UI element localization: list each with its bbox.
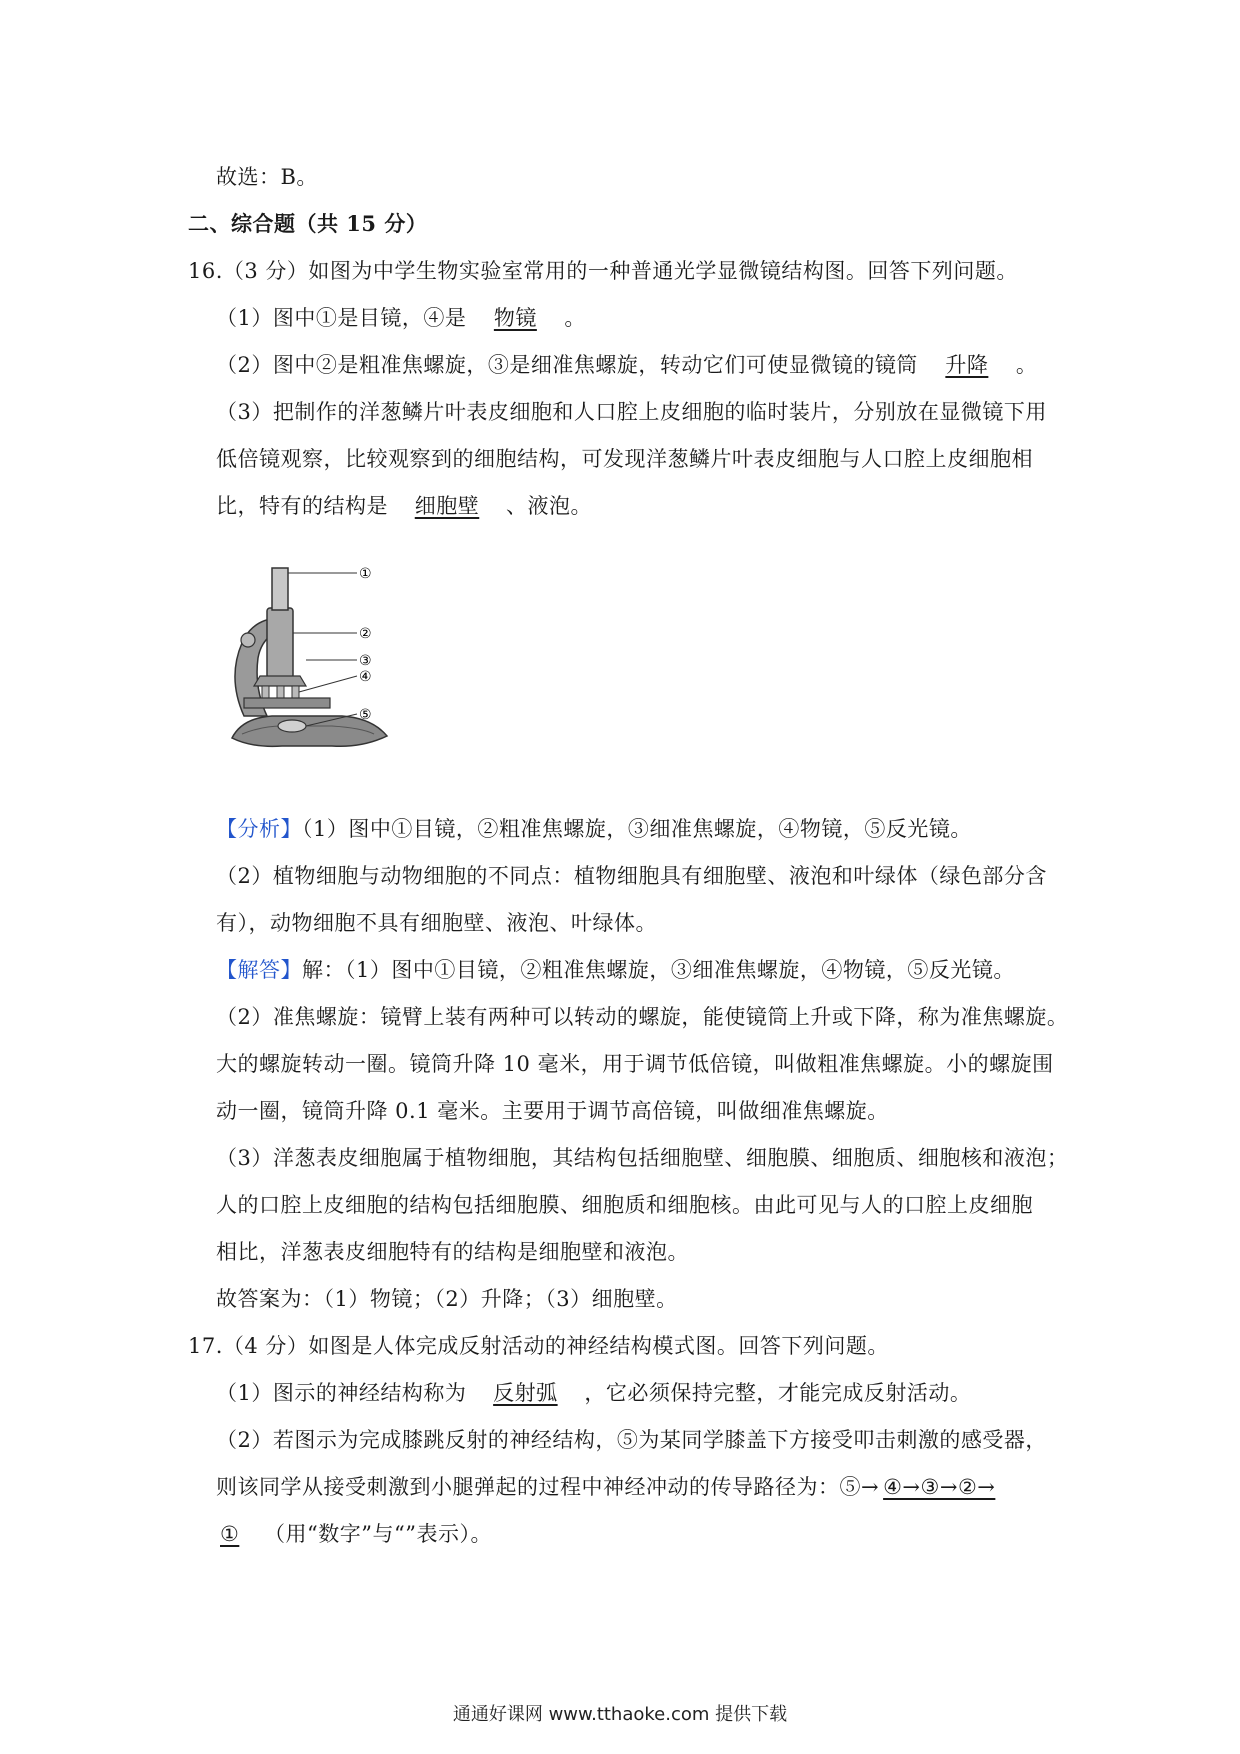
- question-16-part-1: [216, 304, 586, 332]
- figure-label-2: ②: [359, 626, 372, 642]
- final-answer-line: [216, 1285, 678, 1313]
- analysis-line-2: [216, 862, 1047, 890]
- stage-shape: [244, 698, 330, 708]
- question-16-stem: [188, 257, 1018, 285]
- eyepiece-shape: [272, 568, 288, 610]
- analysis-line-3: [216, 909, 657, 937]
- text: （2）图中②是粗准焦螺旋，③是细准焦螺旋，转动它们可使显微镜的镜筒: [216, 353, 918, 377]
- analysis-tag: 【分析】: [216, 817, 302, 841]
- coarse-knob: [241, 633, 255, 647]
- analysis-line-1: [216, 815, 972, 843]
- text: 。: [1015, 353, 1038, 377]
- solution-line-5: [216, 1144, 1068, 1172]
- solution-line-1: [216, 956, 1015, 984]
- page-footer: 通通好课网 www.tthaoke.com 提供下载: [452, 1704, 788, 1725]
- answer-blank: ①: [220, 1522, 240, 1546]
- text: ，它必须保持完整，才能完成反射活动。: [584, 1381, 972, 1405]
- text: （3）把制作的洋葱鳞片叶表皮细胞和人口腔上皮细胞的临时装片，分别放在显微镜下用: [216, 400, 1047, 424]
- text: 故选：B。: [216, 165, 318, 189]
- question-17-part-2-line-1: [216, 1426, 1047, 1454]
- text: （1）图中①是目镜，④是: [216, 306, 467, 330]
- text: 。: [564, 306, 586, 330]
- microscope-diagram: [222, 558, 402, 758]
- text: 相比，洋葱表皮细胞特有的结构是细胞壁和液泡。: [216, 1240, 689, 1264]
- question-17-part-2-line-3: [216, 1520, 492, 1548]
- tube-shape: [267, 608, 293, 678]
- text: （1）图示的神经结构称为: [216, 1381, 467, 1405]
- solution-line-2: [216, 1003, 1068, 1031]
- answer-blank: 细胞壁: [414, 494, 480, 518]
- figure-label-3: ③: [359, 653, 372, 669]
- question-16-part-3-line-2: [216, 445, 1033, 473]
- answer-blank: 物镜: [493, 306, 537, 330]
- text: （用“数字”与“”表示）。: [264, 1522, 492, 1546]
- text: 动一圈，镜筒升降 0.1 毫米。主要用于调节高倍镜，叫做细准焦螺旋。: [216, 1099, 889, 1123]
- figure-label-1: ①: [359, 566, 372, 582]
- text: 故答案为：（1）物镜；（2）升降；（3）细胞壁。: [216, 1287, 678, 1311]
- solution-line-3: [216, 1050, 1054, 1078]
- text: （2）植物细胞与动物细胞的不同点：植物细胞具有细胞壁、液泡和叶绿体（绿色部分含: [216, 864, 1047, 888]
- leader-line: [299, 676, 357, 692]
- text: 大的螺旋转动一圈。镜筒升降 10 毫米，用于调节低倍镜，叫做粗准焦螺旋。小的螺旋围: [216, 1052, 1054, 1076]
- text: 、液泡。: [506, 494, 592, 518]
- question-17-stem: [188, 1332, 889, 1360]
- text: 有），动物细胞不具有细胞壁、液泡、叶绿体。: [216, 911, 657, 935]
- text: 二、综合题（共 15 分）: [188, 211, 428, 236]
- text: （2）准焦螺旋：镜臂上装有两种可以转动的螺旋，能使镜筒上升或下降，称为准焦螺旋。: [216, 1005, 1069, 1029]
- solution-tag: 【解答】: [216, 958, 302, 982]
- answer-blank: 升降: [945, 353, 989, 377]
- text: （1）图中①目镜，②粗准焦螺旋，③细准焦螺旋，④物镜，⑤反光镜。: [302, 817, 972, 841]
- text: 解：（1）图中①目镜，②粗准焦螺旋，③细准焦螺旋，④物镜，⑤反光镜。: [302, 958, 1015, 982]
- nosepiece-shape: [254, 676, 306, 686]
- text: （3）洋葱表皮细胞属于植物细胞，其结构包括细胞壁、细胞膜、细胞质、细胞核和液泡；: [216, 1146, 1069, 1170]
- answer-blank: ④→③→②→: [883, 1475, 996, 1499]
- question-17-part-1: [216, 1379, 971, 1407]
- question-16-part-3-line-3: [216, 492, 592, 520]
- text: 低倍镜观察，比较观察到的细胞结构，可发现洋葱鳞片叶表皮细胞与人口腔上皮细胞相: [216, 447, 1033, 471]
- question-16-part-3-line-1: [216, 398, 1047, 426]
- figure-label-5: ⑤: [359, 707, 372, 723]
- section-heading: [188, 210, 427, 238]
- text: 16.（3 分）如图为中学生物实验室常用的一种普通光学显微镜结构图。回答下列问题。: [188, 259, 1018, 283]
- figure-label-4: ④: [359, 669, 372, 685]
- solution-line-7: [216, 1238, 689, 1266]
- text: 17.（4 分）如图是人体完成反射活动的神经结构模式图。回答下列问题。: [188, 1334, 889, 1358]
- text: 人的口腔上皮细胞的结构包括细胞膜、细胞质和细胞核。由此可见与人的口腔上皮细胞: [216, 1193, 1033, 1217]
- text: 则该同学从接受刺激到小腿弹起的过程中神经冲动的传导路径为：⑤→: [216, 1475, 880, 1499]
- question-17-part-2-line-2: [216, 1473, 1027, 1501]
- answer-choice-line: [216, 163, 318, 191]
- question-16-part-2: [216, 351, 1037, 379]
- solution-line-6: [216, 1191, 1033, 1219]
- text: （2）若图示为完成膝跳反射的神经结构，⑤为某同学膝盖下方接受叩击刺激的感受器，: [216, 1428, 1047, 1452]
- answer-blank: 反射弧: [493, 1381, 558, 1405]
- mirror-shape: [278, 720, 306, 732]
- text: 比，特有的结构是: [216, 494, 388, 518]
- solution-line-4: [216, 1097, 889, 1125]
